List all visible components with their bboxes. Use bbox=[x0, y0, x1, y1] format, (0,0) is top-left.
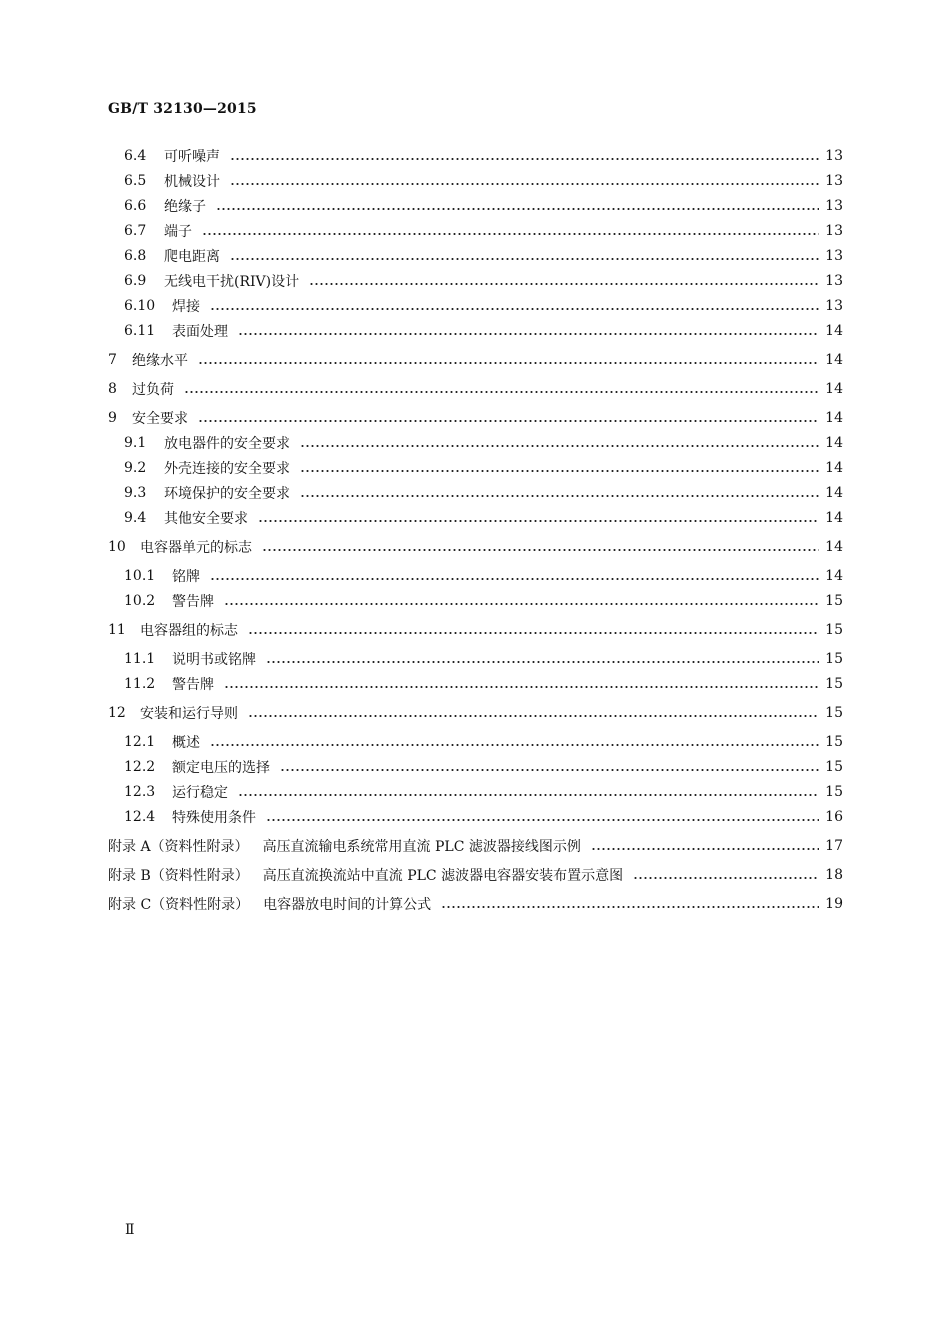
toc-entry-9[interactable] bbox=[108, 405, 843, 430]
toc-title: 爬电距离 bbox=[164, 248, 220, 265]
toc-number: 11.1 bbox=[124, 650, 156, 667]
toc-title: 安全要求 bbox=[132, 410, 188, 427]
toc-entry-6-8[interactable] bbox=[108, 243, 843, 268]
leader-dots bbox=[230, 249, 819, 263]
leader-dots bbox=[266, 810, 819, 824]
toc-title: 特殊使用条件 bbox=[172, 809, 256, 826]
toc-number: 附录 C（资料性附录） bbox=[108, 896, 250, 913]
toc-page: 13 bbox=[825, 272, 843, 289]
toc-title: 警告牌 bbox=[172, 593, 214, 610]
standard-code: GB/T 32130—2015 bbox=[108, 101, 257, 117]
leader-dots bbox=[633, 868, 819, 882]
toc-page: 14 bbox=[825, 567, 843, 584]
toc-entry-appendix-c[interactable] bbox=[108, 891, 843, 916]
page-number: Ⅱ bbox=[125, 1222, 135, 1238]
toc-entry-appendix-b[interactable] bbox=[108, 862, 843, 887]
toc-entry-6-4[interactable] bbox=[108, 143, 843, 168]
toc-number: 附录 B（资料性附录） bbox=[108, 867, 249, 884]
toc-title: 机械设计 bbox=[164, 173, 220, 190]
toc-entry-10-1[interactable] bbox=[108, 563, 843, 588]
toc-entry-9-4[interactable] bbox=[108, 505, 843, 530]
toc-title: 绝缘水平 bbox=[132, 352, 188, 369]
toc-page: 14 bbox=[825, 459, 843, 476]
toc-entry-12-4[interactable] bbox=[108, 804, 843, 829]
toc-title: 电容器组的标志 bbox=[140, 622, 238, 639]
toc-number: 6.9 bbox=[124, 272, 147, 289]
toc-number: 9.2 bbox=[124, 459, 147, 476]
toc-page: 17 bbox=[825, 837, 843, 854]
toc-page: 13 bbox=[825, 297, 843, 314]
leader-dots bbox=[262, 540, 819, 554]
leader-dots bbox=[300, 436, 819, 450]
toc-entry-6-10[interactable] bbox=[108, 293, 843, 318]
toc-title: 概述 bbox=[172, 734, 200, 751]
leader-dots bbox=[224, 677, 819, 691]
toc-entry-appendix-a[interactable] bbox=[108, 833, 843, 858]
toc-page: 14 bbox=[825, 351, 843, 368]
toc-page: 15 bbox=[825, 733, 843, 750]
toc-page: 14 bbox=[825, 409, 843, 426]
toc-entry-6-11[interactable] bbox=[108, 318, 843, 343]
leader-dots bbox=[300, 461, 819, 475]
toc-title: 其他安全要求 bbox=[164, 510, 248, 527]
toc-page: 16 bbox=[825, 808, 843, 825]
toc-title: 高压直流换流站中直流 PLC 滤波器电容器安装布置示意图 bbox=[262, 867, 624, 884]
toc-entry-9-3[interactable] bbox=[108, 480, 843, 505]
toc-entry-10-2[interactable] bbox=[108, 588, 843, 613]
toc-entry-6-5[interactable] bbox=[108, 168, 843, 193]
toc-number: 附录 A（资料性附录） bbox=[108, 838, 249, 855]
leader-dots bbox=[198, 353, 819, 367]
toc-entry-7[interactable] bbox=[108, 347, 843, 372]
toc-number: 11.2 bbox=[124, 675, 156, 692]
toc-entry-10[interactable] bbox=[108, 534, 843, 559]
toc-page: 15 bbox=[825, 650, 843, 667]
toc-entry-9-1[interactable] bbox=[108, 430, 843, 455]
toc-entry-12-2[interactable] bbox=[108, 754, 843, 779]
leader-dots bbox=[210, 735, 819, 749]
leader-dots bbox=[300, 486, 819, 500]
toc-title: 铭牌 bbox=[172, 568, 200, 585]
toc-entry-6-7[interactable] bbox=[108, 218, 843, 243]
toc-title: 可听噪声 bbox=[164, 148, 220, 165]
toc-number: 10 bbox=[108, 538, 126, 555]
leader-dots bbox=[202, 224, 819, 238]
toc-title: 外壳连接的安全要求 bbox=[164, 460, 290, 477]
toc-title: 表面处理 bbox=[172, 323, 228, 340]
toc-page: 15 bbox=[825, 783, 843, 800]
toc-number: 9.1 bbox=[124, 434, 147, 451]
leader-dots bbox=[210, 569, 819, 583]
toc-entry-12-1[interactable] bbox=[108, 729, 843, 754]
toc-title: 高压直流输电系统常用直流 PLC 滤波器接线图示例 bbox=[262, 838, 581, 855]
leader-dots bbox=[238, 785, 819, 799]
toc-number: 6.4 bbox=[124, 147, 147, 164]
toc-number: 6.8 bbox=[124, 247, 147, 264]
toc-number: 12.2 bbox=[124, 758, 156, 775]
leader-dots bbox=[266, 652, 819, 666]
leader-dots bbox=[280, 760, 819, 774]
toc-page: 13 bbox=[825, 247, 843, 264]
toc-number: 10.2 bbox=[124, 592, 156, 609]
toc-page: 14 bbox=[825, 509, 843, 526]
toc-page: 14 bbox=[825, 380, 843, 397]
toc-entry-6-9[interactable] bbox=[108, 268, 843, 293]
toc-number: 8 bbox=[108, 380, 117, 397]
toc-entry-12-3[interactable] bbox=[108, 779, 843, 804]
leader-dots bbox=[238, 324, 819, 338]
leader-dots bbox=[248, 623, 819, 637]
toc-number: 6.5 bbox=[124, 172, 147, 189]
toc-number: 11 bbox=[108, 621, 126, 638]
leader-dots bbox=[441, 897, 819, 911]
toc-title: 环境保护的安全要求 bbox=[164, 485, 290, 502]
leader-dots bbox=[309, 274, 819, 288]
leader-dots bbox=[198, 411, 819, 425]
toc-number: 7 bbox=[108, 351, 117, 368]
leader-dots bbox=[230, 174, 819, 188]
toc-number: 12.1 bbox=[124, 733, 156, 750]
table-of-contents bbox=[108, 143, 843, 916]
toc-number: 6.7 bbox=[124, 222, 147, 239]
leader-dots bbox=[224, 594, 819, 608]
toc-page: 13 bbox=[825, 147, 843, 164]
toc-title: 安装和运行导则 bbox=[140, 705, 238, 722]
toc-page: 15 bbox=[825, 592, 843, 609]
toc-entry-11-1[interactable] bbox=[108, 646, 843, 671]
toc-entry-11-2[interactable] bbox=[108, 671, 843, 696]
toc-page: 13 bbox=[825, 197, 843, 214]
toc-page: 19 bbox=[825, 895, 843, 912]
toc-number: 9 bbox=[108, 409, 117, 426]
toc-page: 14 bbox=[825, 538, 843, 555]
toc-page: 15 bbox=[825, 758, 843, 775]
leader-dots bbox=[230, 149, 819, 163]
toc-title: 绝缘子 bbox=[164, 198, 206, 215]
toc-entry-8[interactable] bbox=[108, 376, 843, 401]
toc-title: 焊接 bbox=[172, 298, 200, 315]
leader-dots bbox=[591, 839, 819, 853]
toc-title: 过负荷 bbox=[132, 381, 174, 398]
toc-title: 说明书或铭牌 bbox=[172, 651, 256, 668]
toc-number: 6.6 bbox=[124, 197, 147, 214]
leader-dots bbox=[216, 199, 819, 213]
toc-entry-12[interactable] bbox=[108, 700, 843, 725]
toc-page: 13 bbox=[825, 172, 843, 189]
toc-number: 6.10 bbox=[124, 297, 156, 314]
toc-page: 18 bbox=[825, 866, 843, 883]
toc-entry-6-6[interactable] bbox=[108, 193, 843, 218]
toc-entry-11[interactable] bbox=[108, 617, 843, 642]
leader-dots bbox=[248, 706, 819, 720]
leader-dots bbox=[258, 511, 819, 525]
toc-page: 15 bbox=[825, 704, 843, 721]
toc-title: 端子 bbox=[164, 223, 192, 240]
toc-title: 警告牌 bbox=[172, 676, 214, 693]
toc-title: 运行稳定 bbox=[172, 784, 228, 801]
toc-number: 6.11 bbox=[124, 322, 156, 339]
toc-page: 13 bbox=[825, 222, 843, 239]
toc-page: 15 bbox=[825, 675, 843, 692]
toc-title: 电容器放电时间的计算公式 bbox=[263, 896, 432, 913]
toc-page: 15 bbox=[825, 621, 843, 638]
toc-number: 12.4 bbox=[124, 808, 156, 825]
toc-number: 12.3 bbox=[124, 783, 156, 800]
toc-entry-9-2[interactable] bbox=[108, 455, 843, 480]
leader-dots bbox=[210, 299, 819, 313]
toc-number: 12 bbox=[108, 704, 126, 721]
toc-number: 10.1 bbox=[124, 567, 156, 584]
toc-number: 9.4 bbox=[124, 509, 147, 526]
toc-number: 9.3 bbox=[124, 484, 147, 501]
toc-page: 14 bbox=[825, 484, 843, 501]
toc-page: 14 bbox=[825, 322, 843, 339]
toc-title: 电容器单元的标志 bbox=[140, 539, 252, 556]
toc-page: 14 bbox=[825, 434, 843, 451]
toc-title: 放电器件的安全要求 bbox=[164, 435, 290, 452]
leader-dots bbox=[184, 382, 819, 396]
toc-title: 额定电压的选择 bbox=[172, 759, 270, 776]
toc-title: 无线电干扰(RIV)设计 bbox=[164, 273, 300, 290]
